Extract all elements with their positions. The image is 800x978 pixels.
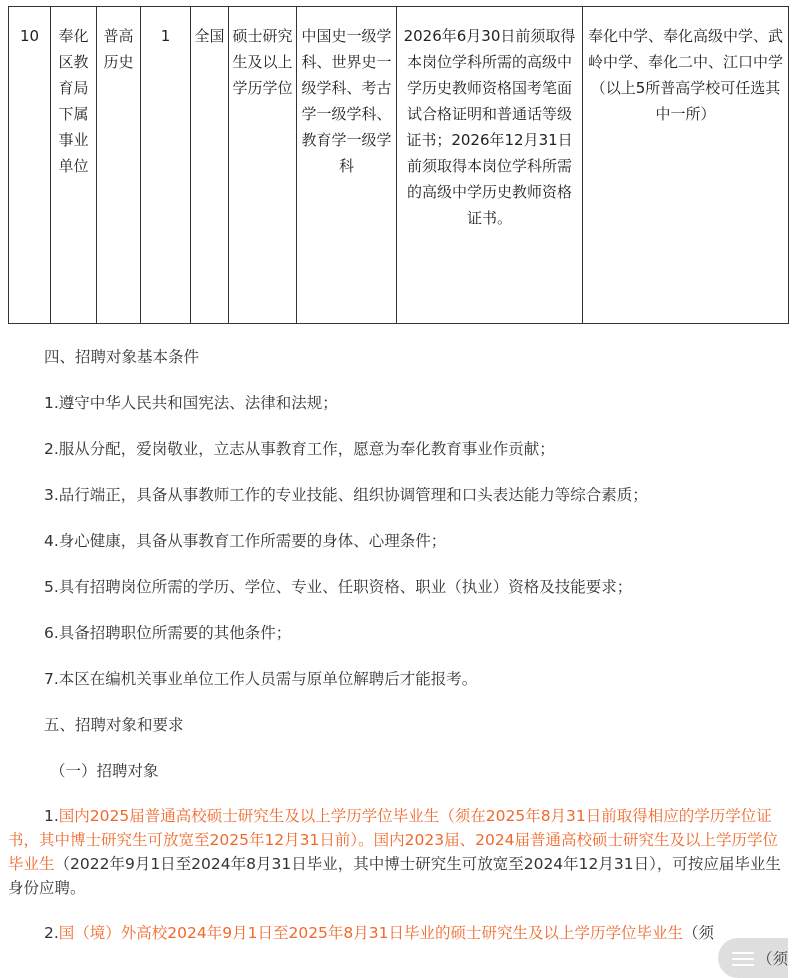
paragraph-1: [0, 804, 800, 900]
paragraph-2-text: （须: [683, 924, 715, 942]
cell-education: 硕士研究生及以上学历学位: [229, 7, 297, 324]
cell-count: 1: [141, 7, 191, 324]
cell-position: 普高历史: [97, 7, 141, 324]
article-body: [0, 332, 800, 945]
condition-item-2: 2.服从分配，爱岗敬业，立志从事教育工作，愿意为奉化教育事业作贡献；: [44, 440, 555, 458]
condition-item-1: 1.遵守中华人民共和国宪法、法律和法规；: [44, 394, 338, 412]
condition-item-4: 4.身心健康，具备从事教育工作所需要的身体、心理条件；: [44, 532, 447, 550]
paragraph-1-highlight: 国内2025届普通高校硕士研究生及以上学历学位毕业生（须在2025年8月31日前取得相应的学历学位证书，其中博士研究生可放宽至2025年12月31日前）。国内2023届、2024届普通高校硕士研究生及以上学历学位毕业生: [8, 807, 779, 873]
condition-item-5: 5.具有招聘岗位所需的学历、学位、专业、任职资格、职业（执业）资格及技能要求；: [44, 578, 633, 596]
cell-major: 中国史一级学科、世界史一级学科、考古学一级学科、教育学一级学科: [297, 7, 397, 324]
condition-item-6: 6.具备招聘职位所需要的其他条件；: [44, 624, 292, 642]
condition-item-3: 3.品行端正，具备从事教师工作的专业技能、组织协调管理和口头表达能力等综合素质；: [44, 486, 648, 504]
cell-no: 10: [9, 7, 51, 324]
paragraph-1-num: 1.: [44, 807, 59, 825]
paragraph-1-text: （2022年9月1日至2024年8月31日毕业，其中博士研究生可放宽至2024年12月31日），可按应届毕业生身份应聘。: [8, 855, 781, 897]
cell-scope: 全国: [191, 7, 229, 324]
menu-icon: [732, 950, 753, 966]
paragraph-2-highlight: 国（境）外高校2024年9月1日至2025年8月31日毕业的硕士研究生及以上学历学位毕业生: [58, 924, 683, 942]
cell-schools: 奉化中学、奉化高级中学、武岭中学、奉化二中、江口中学（以上5所普高学校可任选其中一所）: [583, 7, 789, 324]
section5-heading: 五、招聘对象和要求: [44, 716, 184, 734]
condition-item-7: 7.本区在编机关事业单位工作人员需与原单位解聘后才能报考。: [44, 670, 478, 688]
position-table: [8, 6, 789, 324]
subsection-heading: （一）招聘对象: [50, 762, 159, 780]
floating-menu-button[interactable]: [718, 938, 788, 978]
cell-unit: 奉化区教育局下属事业单位: [51, 7, 97, 324]
floating-menu-overlap-text: （须: [756, 950, 788, 968]
table-row: [9, 7, 789, 324]
paragraph-2: [0, 921, 800, 945]
paragraph-2-num: 2.: [44, 924, 59, 942]
cell-cert: 2026年6月30日前须取得本岗位学科所需的高级中学历史教师资格国考笔面试合格证明和普通话等级证书；2026年12月31日前须取得本岗位学科所需的高级中学历史教师资格证书。: [397, 7, 583, 324]
section4-heading: 四、招聘对象基本条件: [44, 348, 200, 366]
